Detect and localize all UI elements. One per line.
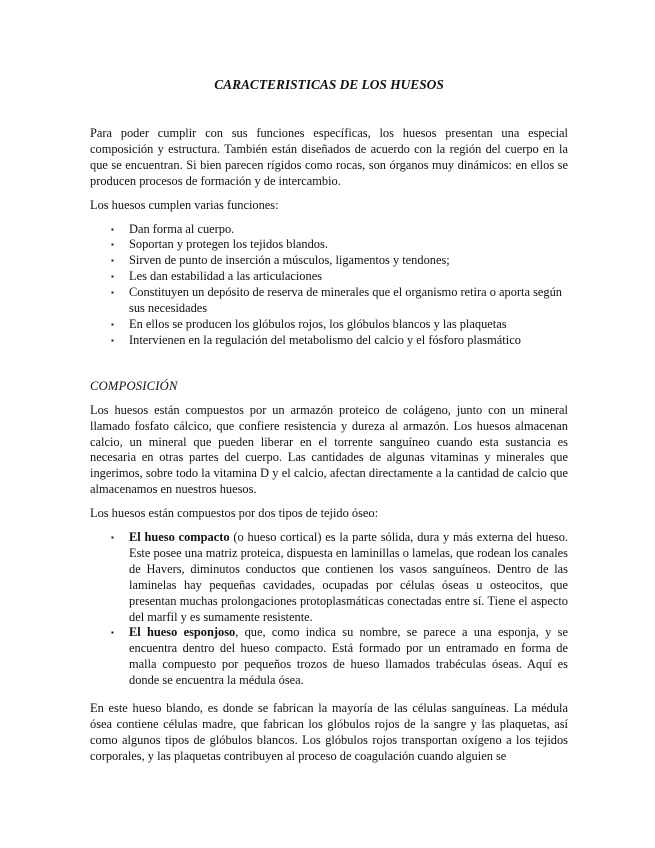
list-item: ▪ En ellos se producen los glóbulos rojos, los glóbulos blancos y las plaquetas <box>111 316 507 331</box>
composition-heading: COMPOSICIÓN <box>90 378 178 393</box>
list-item: ▪ Sirven de punto de inserción a músculos, ligamentos y tendones; <box>111 253 450 268</box>
bullet-icon: ▪ <box>111 240 114 250</box>
document-title: CARACTERISTICAS DE LOS HUESOS <box>214 77 444 92</box>
intro-paragraph: Para poder cumplir con sus funciones específicas, los huesos presentan una especial composición y estructura. También están diseñados de acuerdo con la región del cuerpo en la que se encuentran. Si bien parecen rígidos como rocas, son órganos muy dinámicos: en ellos se producen procesos de formación y de intercambio. <box>90 126 568 188</box>
list-item: ▪ Constituyen un depósito de reserva de minerales que el organismo retira o aporta según sus necesidades <box>111 285 562 316</box>
functions-intro: Los huesos cumplen varias funciones: <box>90 197 279 212</box>
list-item: ▪ El hueso esponjoso, que, como indica su nombre, se parece a una esponja, y se encuentra dentro del hueso compacto. Está formado por un entramado en forma de malla compuesto por pequeños trozos de hueso llamados trabéculas óseas. Aquí es donde se encuentra la médula ósea. <box>111 625 568 688</box>
tissue-types-list <box>90 530 568 689</box>
list-item: ▪ Dan forma al cuerpo. <box>111 221 235 236</box>
bullet-icon: ▪ <box>111 288 114 298</box>
bullet-icon: ▪ <box>111 335 114 345</box>
document-page <box>90 76 568 773</box>
list-item: ▪ Les dan estabilidad a las articulaciones <box>111 269 323 284</box>
bullet-icon: ▪ <box>111 533 114 543</box>
list-item: ▪ El hueso compacto (o hueso cortical) es la parte sólida, dura y más externa del hueso. Este posee una matriz proteica, dispuesta en laminillas o lamelas, que rodean los canales de Havers, diminutos conductos que contienen los vasos sanguíneos. Dentro de las laminelas hay pequeñas cavidades, ocupadas por células óseas u osteocitos, que presentan muchas prolongaciones protoplasmáticas conectadas entre sí. Tiene el aspecto del marfil y es sumamente resistente. <box>111 530 568 624</box>
bullet-icon: ▪ <box>111 628 114 638</box>
bullet-icon: ▪ <box>111 224 114 234</box>
bullet-icon: ▪ <box>111 319 114 329</box>
composition-paragraph: Los huesos están compuestos por un armazón proteico de colágeno, junto con un mineral llamado fosfato cálcico, que confiere resistencia y dureza al armazón. Los huesos almacenan calcio, un mineral que pueden liberar en el torrente sanguíneo cuando esta sustancia es necesaria en otras partes del cuerpo. Las cantidades de algunas vitaminas y minerales que ingerimos, sobre todo la vitamina D y el calcio, afectan directamente a la cantidad de calcio que almacenamos en nuestros huesos. <box>90 402 568 497</box>
marrow-paragraph: En este hueso blando, es donde se fabrican la mayoría de las células sanguíneas. La médula ósea contiene células madre, que fabrican los glóbulos rojos de la sangre y las plaquetas, así como algunos tipos de glóbulos blancos. Los glóbulos rojos transportan oxígeno a los tejidos corporales, y las plaquetas contribuyen al proceso de coagulación cuando alguien se <box>90 701 568 763</box>
term-spongy-bone: El hueso esponjoso <box>129 625 236 640</box>
tissue-intro: Los huesos están compuestos por dos tipos de tejido óseo: <box>90 506 379 521</box>
list-item: ▪ Intervienen en la regulación del metabolismo del calcio y el fósforo plasmático <box>111 332 521 347</box>
term-compact-bone: El hueso compacto <box>129 530 230 545</box>
functions-list <box>90 222 568 349</box>
bullet-icon: ▪ <box>111 256 114 266</box>
bullet-icon: ▪ <box>111 272 114 282</box>
list-item: ▪ Soportan y protegen los tejidos blandos. <box>111 237 328 252</box>
